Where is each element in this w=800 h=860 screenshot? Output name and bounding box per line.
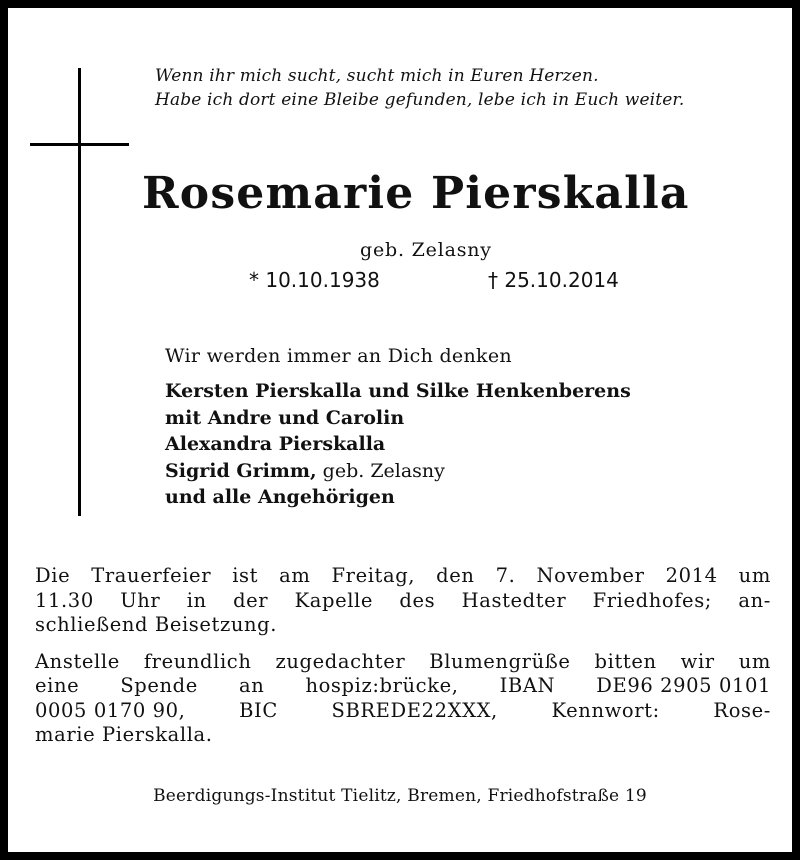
mourner-line: Kersten Pierskalla und Silke Henkenberens <box>165 380 631 402</box>
maiden-name: geb. Zelasny <box>360 239 492 261</box>
word: Freitag, <box>331 564 416 587</box>
word: Die <box>35 564 71 587</box>
word: IBAN <box>499 674 556 697</box>
verse-line: Habe ich dort eine Bleibe gefunden, lebe ich in Euch weiter. <box>155 90 685 110</box>
cross-icon-vertical-bar <box>78 68 81 516</box>
deceased-name: Rosemarie Pierskalla <box>142 168 690 219</box>
mourner-line: Alexandra Pierskalla <box>165 433 386 455</box>
word: der <box>233 588 269 612</box>
death-date: † 25.10.2014 <box>488 268 619 292</box>
service-details <box>35 564 771 748</box>
word: um <box>738 564 771 587</box>
mourner-name: Sigrid Grimm, <box>165 459 317 482</box>
word: Kapelle <box>294 588 374 612</box>
mourner-line: mit Andre und Carolin <box>165 406 405 429</box>
word: Trauerfeier <box>91 564 212 587</box>
word: wir <box>680 649 715 673</box>
service-text: schließend Beisetzung. <box>35 613 278 636</box>
word: zugedachter <box>275 649 406 673</box>
word: an <box>238 674 265 697</box>
service-line <box>35 613 771 638</box>
service-line <box>35 589 771 614</box>
word: um <box>738 649 771 673</box>
word: Anstelle <box>35 649 120 673</box>
word: Kennwort: <box>551 698 660 722</box>
word: Uhr <box>120 588 161 612</box>
word: BIC <box>239 698 278 722</box>
mourners-list <box>165 378 631 511</box>
donation-line <box>35 674 771 699</box>
word: Spende <box>120 674 198 697</box>
word: freundlich <box>143 649 252 673</box>
word: in <box>186 588 207 612</box>
word: eine <box>35 674 80 697</box>
donation-line <box>35 650 771 675</box>
paragraph-gap <box>35 638 771 650</box>
word: bitten <box>594 649 657 673</box>
donation-line <box>35 723 771 748</box>
word: 7. <box>495 564 516 587</box>
word: 2014 <box>665 564 718 587</box>
donation-text: marie Pierskalla. <box>35 723 213 746</box>
word: Rose- <box>713 698 771 722</box>
birth-date: * 10.10.1938 <box>249 268 380 292</box>
word: SBREDE22XXX, <box>331 698 498 722</box>
word: 11.30 <box>35 588 94 612</box>
funeral-home-footer: Beerdigungs-Institut Tielitz, Bremen, Friedhofstraße 19 <box>153 786 647 806</box>
mourner-maiden-name: geb. Zelasny <box>316 459 445 482</box>
word: Blumengrüße <box>429 649 571 673</box>
word: Friedhofes; <box>592 588 712 612</box>
remembrance-line: Wir werden immer an Dich denken <box>165 345 512 367</box>
word: Hastedter <box>461 588 567 612</box>
service-line <box>35 564 771 589</box>
word: 0005 0170 90, <box>35 698 186 722</box>
memorial-verse <box>155 64 684 112</box>
cross-icon-horizontal-bar <box>30 143 129 146</box>
word: hospiz:brücke, <box>305 674 459 697</box>
word: an- <box>738 588 771 612</box>
word: den <box>436 564 475 587</box>
mourner-line <box>165 458 631 485</box>
word: des <box>399 588 436 612</box>
word: am <box>279 564 311 587</box>
verse-line: Wenn ihr mich sucht, sucht mich in Euren Herzen. <box>155 66 599 86</box>
word: ist <box>232 564 259 587</box>
mourner-line: und alle Angehörigen <box>165 486 395 508</box>
donation-line <box>35 699 771 724</box>
word: November <box>536 564 645 587</box>
word: DE96 2905 0101 <box>596 674 771 697</box>
